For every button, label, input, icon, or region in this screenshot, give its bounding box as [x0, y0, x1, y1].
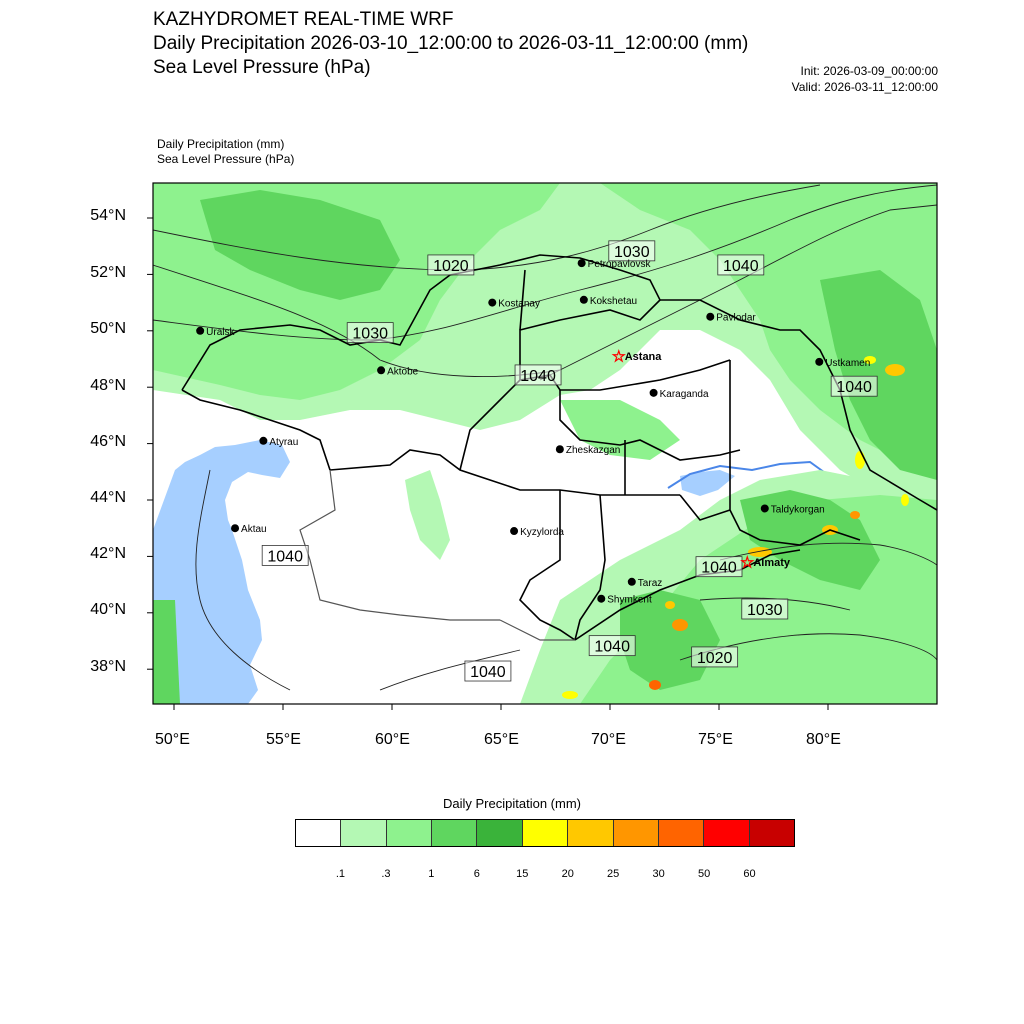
colorbar-tick-label: 25: [607, 868, 620, 880]
colorbar-swatch: [477, 820, 522, 846]
lat-label: 48°N: [90, 377, 126, 394]
lat-label: 46°N: [90, 433, 126, 450]
colorbar-swatch: [614, 820, 659, 846]
city-label: Astana: [624, 351, 662, 364]
lat-label: 52°N: [90, 264, 126, 281]
city-label: Pavlodar: [716, 312, 756, 324]
city-label: Atyrau: [269, 436, 299, 448]
colorbar-tick-label: 1: [428, 868, 435, 880]
colorbar-tick-label: 6: [473, 868, 480, 880]
colorbar-tick-label: .3: [381, 868, 391, 880]
field-label-precip: Daily Precipitation (mm): [157, 137, 285, 151]
isobar-label: [428, 255, 474, 275]
city-dot: [580, 296, 588, 304]
valid-time: Valid: 2026-03-11_12:00:00: [791, 80, 938, 94]
lat-label: 54°N: [90, 207, 126, 224]
colorbar-swatch: [387, 820, 432, 846]
city-label: Aktau: [241, 524, 267, 536]
lon-label: 50°E: [155, 731, 190, 748]
lon-label: 65°E: [484, 731, 519, 748]
lat-axis: [0, 0, 150, 1024]
field-label-slp: Sea Level Pressure (hPa): [157, 152, 295, 166]
lat-label: 38°N: [90, 658, 126, 675]
city-dot: [761, 504, 769, 512]
svg-text:1040: 1040: [836, 379, 872, 397]
isobar-label: [609, 241, 655, 261]
colorbar-tick-label: 50: [697, 868, 711, 880]
colorbar-swatch: [704, 820, 749, 846]
lat-label: 50°N: [90, 320, 126, 337]
svg-text:1040: 1040: [723, 257, 759, 275]
svg-text:1040: 1040: [470, 664, 506, 682]
city-dot: [597, 595, 605, 603]
colorbar-tick-label: .1: [335, 868, 346, 880]
city-label: Shymkent: [607, 594, 652, 606]
isobar-label: [718, 255, 764, 275]
isobar-label: [831, 376, 877, 396]
colorbar-swatch: [296, 820, 341, 846]
city-label: Karaganda: [659, 388, 709, 400]
city-dot: [578, 259, 586, 267]
city-dot: [815, 358, 823, 366]
lon-label: 80°E: [806, 731, 841, 748]
lat-label: 40°N: [90, 601, 126, 618]
svg-text:1040: 1040: [594, 638, 630, 656]
city-marker: [578, 259, 652, 270]
city-label: Taldykorgan: [770, 504, 825, 516]
isobar-label: [742, 599, 788, 619]
isobar-label: [347, 323, 393, 343]
svg-text:1040: 1040: [701, 559, 737, 577]
city-dot: [488, 299, 496, 307]
city-marker: [556, 445, 620, 456]
city-marker: [761, 504, 825, 515]
lon-label: 60°E: [375, 731, 410, 748]
city-label: Kokshetau: [589, 295, 638, 307]
capital-city-marker: [612, 348, 662, 364]
isobar-label: [696, 557, 742, 577]
svg-text:1030: 1030: [352, 325, 388, 343]
svg-text:1030: 1030: [746, 601, 783, 619]
city-dot: [231, 524, 239, 532]
city-label: Aktobe: [387, 366, 419, 378]
isobar-label: [465, 661, 511, 681]
plot-subtitle-slp: Sea Level Pressure (hPa): [153, 57, 371, 78]
plot-subtitle-precip: Daily Precipitation 2026-03-10_12:00:00 to 2026-03-11_12:00:00 (mm): [153, 33, 749, 54]
city-label: Ustkamen: [825, 357, 871, 369]
city-label: Petropavlovsk: [587, 259, 651, 271]
lon-label: 75°E: [698, 731, 733, 748]
city-label: Kyzylorda: [520, 527, 564, 539]
plot-title: KAZHYDROMET REAL-TIME WRF: [153, 9, 454, 30]
city-label: Uralsk: [206, 326, 235, 338]
colorbar-swatch: [432, 820, 477, 846]
svg-text:1030: 1030: [614, 243, 650, 261]
colorbar-swatch: [659, 820, 704, 846]
colorbar-tick-label: 30: [652, 868, 665, 880]
city-dot: [510, 527, 518, 535]
capital-city-marker: [741, 554, 791, 570]
star-icon: ★: [612, 348, 626, 365]
lat-label: 44°N: [90, 489, 126, 506]
svg-text:1040: 1040: [520, 367, 556, 385]
city-dot: [556, 445, 564, 453]
colorbar-tick-label: 60: [743, 868, 756, 880]
colorbar-tick-label: 20: [561, 868, 574, 880]
colorbar-swatch: [568, 820, 613, 846]
colorbar: [295, 819, 795, 847]
isobar-label: [262, 545, 308, 565]
colorbar-title: Daily Precipitation (mm): [443, 796, 581, 811]
star-icon: ★: [741, 554, 754, 571]
svg-text:1020: 1020: [433, 257, 469, 275]
city-dot: [628, 578, 636, 586]
colorbar-tick-label: 15: [516, 868, 529, 880]
city-label: Kostanay: [498, 298, 540, 310]
city-dot: [259, 437, 267, 445]
isobar-label: [515, 365, 561, 385]
city-dot: [650, 389, 658, 397]
init-time: Init: 2026-03-09_00:00:00: [800, 64, 938, 78]
city-dot: [377, 366, 385, 374]
city-label: Taraz: [637, 577, 663, 589]
city-label: Zheskazgan: [565, 445, 621, 457]
isobar-label: [692, 647, 738, 667]
lon-label: 70°E: [591, 731, 626, 748]
isobar-label: [589, 636, 635, 656]
colorbar-swatch: [523, 820, 568, 846]
lon-label: 55°E: [266, 731, 301, 748]
colorbar-swatch: [341, 820, 386, 846]
colorbar-swatch: [750, 820, 794, 846]
svg-text:1040: 1040: [267, 548, 303, 566]
city-label: Almaty: [753, 557, 791, 570]
city-dot: [196, 327, 204, 335]
city-dot: [706, 313, 714, 321]
lat-label: 42°N: [90, 545, 126, 562]
svg-text:1020: 1020: [696, 649, 733, 667]
